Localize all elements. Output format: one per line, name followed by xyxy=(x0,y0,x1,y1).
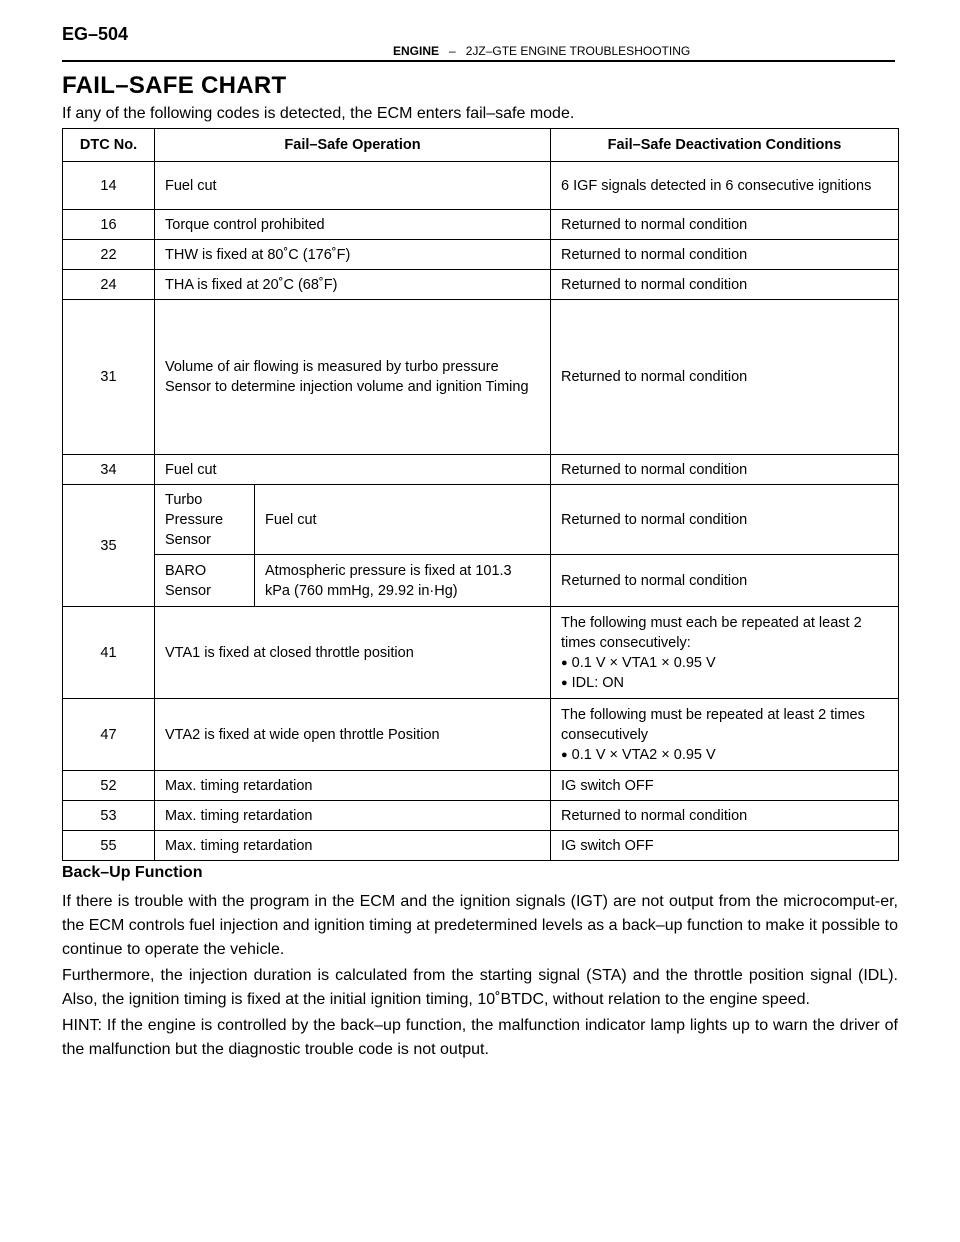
deactivation-cell xyxy=(551,699,899,771)
deactivation-cell xyxy=(551,607,899,699)
operation-cell: VTA1 is fixed at closed throttle position xyxy=(155,607,551,699)
sensor-cell: BARO Sensor xyxy=(155,555,255,607)
table-row xyxy=(63,162,899,210)
header-subsection: 2JZ–GTE ENGINE TROUBLESHOOTING xyxy=(465,44,691,58)
table-row xyxy=(63,210,899,240)
fail-safe-table xyxy=(62,128,899,861)
deactivation-cell: Returned to normal condition xyxy=(551,455,899,485)
deactivation-cell: Returned to normal condition xyxy=(551,801,899,831)
hint-paragraph: HINT: If the engine is controlled by the back–up function, the malfunction indicator lamp lights up to warn the driver of the malfunction but the diagnostic trouble code is not output. xyxy=(62,1017,898,1058)
dtc-cell: 47 xyxy=(63,699,155,771)
operation-cell: THW is fixed at 80˚C (176˚F) xyxy=(155,240,551,270)
condition-bullet: ● 0.1 V × VTA2 × 0.95 V xyxy=(561,745,888,765)
dtc-cell: 52 xyxy=(63,771,155,801)
dtc-cell: 14 xyxy=(63,162,155,210)
dtc-cell: 53 xyxy=(63,801,155,831)
table-row xyxy=(63,485,899,555)
deactivation-cell: Returned to normal condition xyxy=(551,210,899,240)
dtc-cell: 41 xyxy=(63,607,155,699)
operation-cell: Volume of air flowing is measured by turbo pressure Sensor to determine injection volume and ignition Timing xyxy=(155,300,551,455)
operation-cell: Torque control prohibited xyxy=(155,210,551,240)
operation-cell: Max. timing retardation xyxy=(155,801,551,831)
dtc-cell: 16 xyxy=(63,210,155,240)
running-header xyxy=(393,44,690,58)
table-row xyxy=(63,240,899,270)
deactivation-cell: Returned to normal condition xyxy=(551,270,899,300)
header-operation: Fail–Safe Operation xyxy=(155,129,551,162)
deactivation-cell: Returned to normal condition xyxy=(551,240,899,270)
dtc-cell: 22 xyxy=(63,240,155,270)
deactivation-cell: IG switch OFF xyxy=(551,771,899,801)
dtc-cell: 55 xyxy=(63,831,155,861)
table-header-row xyxy=(63,129,899,162)
deactivation-intro: The following must each be repeated at least 2 times consecutively: xyxy=(561,614,862,651)
operation-cell: Fuel cut xyxy=(155,162,551,210)
operation-cell: Max. timing retardation xyxy=(155,831,551,861)
operation-cell: VTA2 is fixed at wide open throttle Position xyxy=(155,699,551,771)
header-dtc: DTC No. xyxy=(63,129,155,162)
operation-cell: THA is fixed at 20˚C (68˚F) xyxy=(155,270,551,300)
header-deactivation: Fail–Safe Deactivation Conditions xyxy=(551,129,899,162)
dtc-cell: 24 xyxy=(63,270,155,300)
table-row xyxy=(63,270,899,300)
backup-paragraph-1: If there is trouble with the program in the ECM and the ignition signals (IGT) are not output from the microcomput-er, the ECM controls fuel injection and ignition timing at predetermined levels as a back–up function to make it possible to continue to operate the vehicle. xyxy=(62,893,898,958)
deactivation-cell: 6 IGF signals detected in 6 consecutive ignitions xyxy=(551,162,899,210)
table-row xyxy=(63,831,899,861)
table-row xyxy=(63,801,899,831)
dtc-cell: 31 xyxy=(63,300,155,455)
deactivation-cell: IG switch OFF xyxy=(551,831,899,861)
page-number: EG–504 xyxy=(62,24,129,44)
header-separator: – xyxy=(449,44,456,58)
page-title: FAIL–SAFE CHART xyxy=(62,72,287,99)
backup-heading: Back–Up Function xyxy=(62,864,203,881)
backup-paragraph-2: Furthermore, the injection duration is calculated from the starting signal (STA) and the throttle position signal (IDL). Also, the ignition timing is fixed at the initial ignition timing, 10˚BTDC, without relation to the engine speed. xyxy=(62,967,898,1008)
deactivation-cell: Returned to normal condition xyxy=(551,555,899,607)
dtc-cell: 34 xyxy=(63,455,155,485)
condition-bullet: ● IDL: ON xyxy=(561,673,888,693)
operation-cell: Max. timing retardation xyxy=(155,771,551,801)
condition-bullet: ● 0.1 V × VTA1 × 0.95 V xyxy=(561,653,888,673)
table-row xyxy=(63,607,899,699)
table-row xyxy=(63,699,899,771)
deactivation-intro: The following must be repeated at least 2 times consecutively xyxy=(561,706,865,743)
table-row xyxy=(63,771,899,801)
table-row xyxy=(63,455,899,485)
deactivation-cell: Returned to normal condition xyxy=(551,485,899,555)
dtc-cell: 35 xyxy=(63,485,155,607)
operation-cell: Fuel cut xyxy=(155,455,551,485)
operation-cell: Fuel cut xyxy=(255,485,551,555)
table-row xyxy=(63,555,899,607)
table-row xyxy=(63,300,899,455)
operation-cell: Atmospheric pressure is fixed at 101.3 kPa (760 mmHg, 29.92 in·Hg) xyxy=(255,555,551,607)
header-rule xyxy=(62,60,895,62)
intro-text: If any of the following codes is detected, the ECM enters fail–safe mode. xyxy=(62,105,575,122)
header-section: ENGINE xyxy=(393,44,440,58)
sensor-cell: Turbo Pressure Sensor xyxy=(155,485,255,555)
deactivation-cell: Returned to normal condition xyxy=(551,300,899,455)
